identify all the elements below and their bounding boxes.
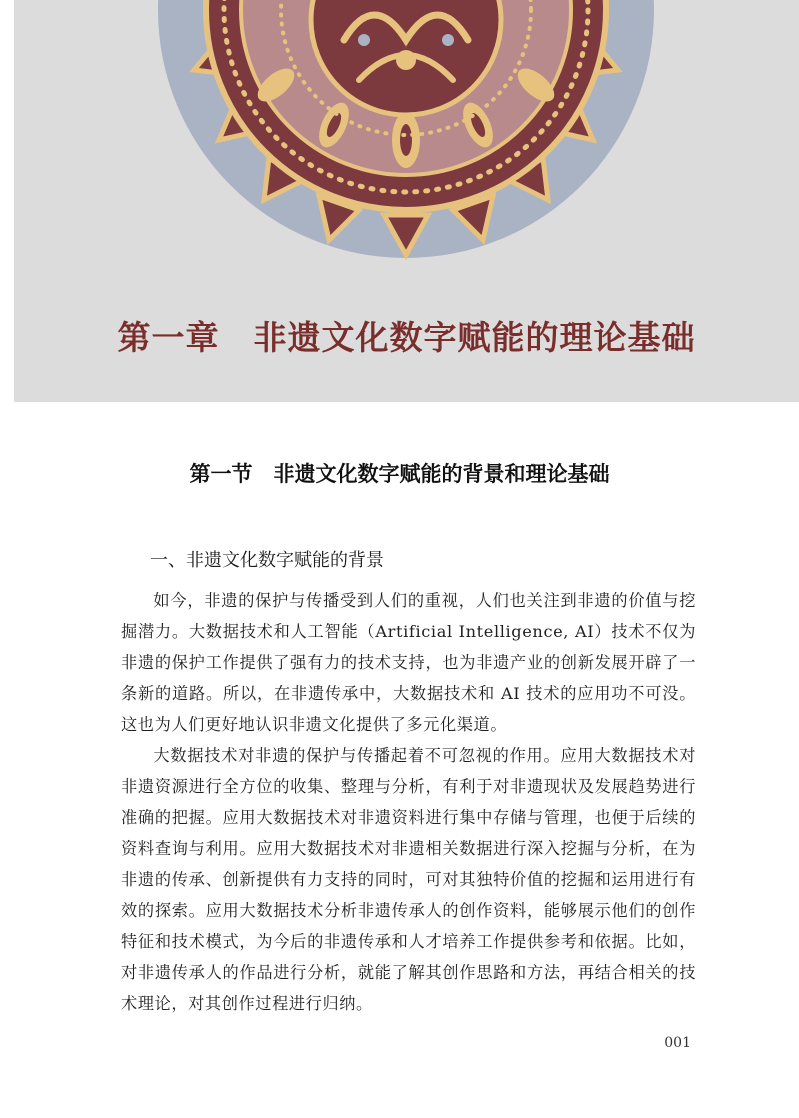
chapter-header-band [14, 0, 799, 402]
subsection-title: 一、非遗文化数字赋能的背景 [150, 550, 384, 571]
page-number: 001 [664, 1035, 691, 1051]
chapter-title: 第一章 非遗文化数字赋能的理论基础 [117, 318, 696, 357]
paragraph: 如今，非遗的保护与传播受到人们的重视，人们也关注到非遗的价值与挖掘潜力。大数据技术和人工智能（Artificial Intelligence, AI）技术不仅为非遗的保护工作提供了强有力的技术支持，也为非遗产业的创新发展开辟了一条新的道路。所以，在非遗传承中，大数据技术和 AI 技术的应用功不可没。这也为人们更好地认识非遗文化提供了多元化渠道。 [121, 591, 696, 734]
paragraph: 大数据技术对非遗的保护与传播起着不可忽视的作用。应用大数据技术对非遗资源进行全方位的收集、整理与分析，有利于对非遗现状及发展趋势进行准确的把握。应用大数据技术对非遗资料进行集中存储与管理，也便于后续的资料查询与利用。应用大数据技术对非遗相关数据进行深入挖掘与分析，在为非遗的传承、创新提供有力支持的同时，可对其独特价值的挖掘和运用进行有效的探索。应用大数据技术分析非遗传承人的创作资料，能够展示他们的创作特征和技术模式，为今后的非遗传承和人才培养工作提供参考和依据。比如，对非遗传承人的作品进行分析，就能了解其创作思路和方法，再结合相关的技术理论，对其创作过程进行归纳。 [121, 746, 696, 1013]
mandala-ornament-icon [14, 0, 799, 270]
section-title: 第一节 非遗文化数字赋能的背景和理论基础 [189, 461, 610, 486]
body-text [121, 585, 696, 1019]
